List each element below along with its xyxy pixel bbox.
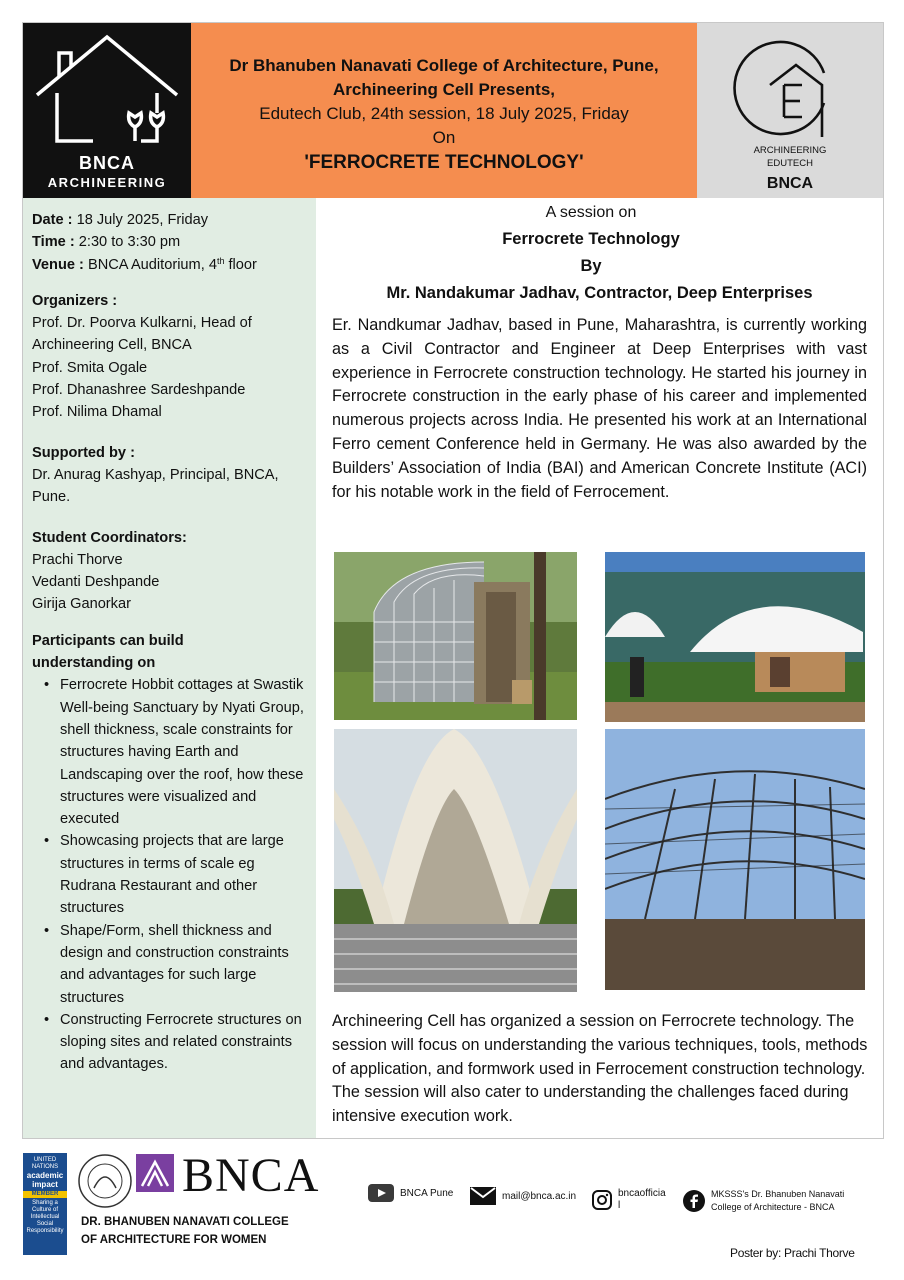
instagram-label-1: bncaofficia: [618, 1188, 666, 1199]
bnca-mark-icon: [136, 1154, 174, 1192]
list-item: • Showcasing projects that are large structures in terms of scale eg Rudrana Restaurant and other structures: [50, 830, 307, 919]
participants-heading: Participants can build understanding on: [32, 632, 184, 672]
time-line: [32, 231, 307, 253]
logo-text-bnca-right: BNCA: [766, 175, 814, 192]
header-presents: Archineering Cell Presents,: [332, 80, 556, 99]
header-on: On: [432, 128, 456, 147]
email-label: mail@bnca.ac.in: [502, 1190, 577, 1202]
speaker-bio: Er. Nandkumar Jadhav, based in Pune, Maharashtra, is currently working as a Civil Contractor and Engineer at Deep Enterprises with vast experience in Ferrocrete construction technology. He started his journey in Ferrocrete construction in the early phase of his career and implemented numerous projects across India. He presented his work at an International Ferro cement Conference held in Germany. He was also awarded by the Builders’ Association of India (BAI) and American Concrete Institute (ACI) for his notable work in the field of Ferrocement.: [332, 316, 867, 501]
time-value: 2:30 to 3:30 pm: [74, 234, 181, 251]
coordinators-heading: Student Coordinators:: [32, 529, 187, 546]
instagram-link[interactable]: [592, 1188, 666, 1212]
venue-label: Venue :: [32, 256, 84, 273]
session-topic: Ferrocrete Technology: [502, 230, 680, 248]
college-name-line1: DR. BHANUBEN NANAVATI COLLEGE: [81, 1216, 289, 1228]
coordinator-item: Prachi Thorve: [32, 551, 123, 568]
organizer-item: Prof. Smita Ogale: [32, 359, 148, 376]
details-sidebar: [23, 198, 316, 1138]
bnca-wordmark: BNCA: [182, 1149, 320, 1202]
photo-mesh-hut: [334, 552, 577, 720]
un-line4: Sharing a Culture of Intellectual Social Responsibility: [26, 1200, 64, 1234]
youtube-label: BNCA Pune: [400, 1187, 454, 1199]
participants-list: [32, 674, 307, 1075]
session-intro: A session on: [545, 204, 637, 221]
un-line3: MEMBER: [23, 1191, 67, 1198]
instagram-icon: [592, 1190, 612, 1210]
organizer-item: Prof. Dhanashree Sardeshpande: [32, 382, 246, 399]
organizer-item: Prof. Nilima Dhamal: [32, 404, 162, 421]
venue-line: [32, 254, 307, 276]
header-session-info: Edutech Club, 24th session, 18 July 2025, Friday: [259, 104, 629, 123]
header-college: Dr Bhanuben Nanavati College of Architecture, Pune,: [229, 56, 659, 75]
session-by: By: [580, 257, 602, 275]
facebook-label-1: MKSSS's Dr. Bhanuben Nanavati: [711, 1189, 845, 1199]
un-academic-impact-badge: [23, 1153, 67, 1255]
speaker-name: Mr. Nandakumar Jadhav, Contractor, Deep Enterprises: [386, 284, 813, 302]
session-content: [316, 198, 883, 1138]
mail-icon: [470, 1187, 496, 1205]
college-name-line2: OF ARCHITECTURE FOR WOMEN: [81, 1234, 267, 1246]
college-seal-icon: [76, 1152, 134, 1210]
youtube-link[interactable]: [368, 1184, 453, 1202]
logo-text-archineering: ARCHINEERING: [47, 175, 167, 190]
venue-value: BNCA Auditorium, 4: [83, 256, 217, 273]
un-line1: UNITED NATIONS: [31, 1157, 59, 1170]
facebook-link[interactable]: [683, 1188, 844, 1214]
session-description: Archineering Cell has organized a session on Ferrocrete technology. The session will focus on understanding the various techniques, tools, methods of application, and formwork used in Ferrocement construction technology. The session will also cater to understanding the challenges faced during intensive execution work.: [332, 1012, 868, 1126]
time-label: Time :: [32, 234, 75, 251]
house-e-icon: [732, 33, 848, 145]
venue-sup: th: [216, 255, 225, 266]
photo-mesh-framework: [605, 729, 865, 990]
supported-heading: Supported by :: [32, 444, 135, 461]
logo-text-bnca: BNCA: [79, 153, 135, 173]
footer: [0, 1140, 904, 1280]
header-topic: 'FERROCRETE TECHNOLOGY': [304, 152, 584, 173]
photo-concrete-shell: [334, 729, 577, 992]
venue-tail: floor: [224, 256, 257, 273]
date-line: [32, 209, 307, 231]
poster-credit: Poster by: Prachi Thorve: [730, 1246, 855, 1260]
list-item: • Constructing Ferrocrete structures on sloping sites and related constraints and advantages.: [50, 1009, 307, 1076]
organizer-item: Prof. Dr. Poorva Kulkarni, Head of Archineering Cell, BNCA: [32, 315, 252, 354]
logo-text-archineering-right: ARCHINEERING: [753, 145, 827, 156]
house-wrench-icon: [23, 23, 191, 153]
supported-text: Dr. Anurag Kashyap, Principal, BNCA, Pune.: [32, 466, 279, 506]
facebook-label-2: College of Architecture - BNCA: [711, 1202, 835, 1212]
bnca-archineering-logo: [23, 23, 191, 198]
youtube-icon: [368, 1184, 394, 1202]
list-item: • Shape/Form, shell thickness and design and construction constraints and advantages for such large structures: [50, 920, 307, 1009]
photo-shell-cottages: [605, 552, 865, 722]
archineering-edutech-logo: [697, 23, 883, 198]
instagram-label-2: l: [618, 1200, 621, 1211]
organizers-heading: Organizers :: [32, 292, 118, 309]
list-item: • Ferrocrete Hobbit cottages at Swastik Well-being Sanctuary by Nyati Group, shell thickness, scale constraints for structures having Earth and Landscaping over the roof, how these structures were visualized and executed: [50, 674, 307, 830]
facebook-icon: [683, 1190, 705, 1212]
date-value: 18 July 2025, Friday: [72, 212, 209, 228]
logo-text-edutech: EDUTECH: [767, 158, 813, 169]
un-line2: academic impact: [26, 1171, 64, 1189]
date-label: Date :: [32, 212, 73, 228]
coordinator-item: Vedanti Deshpande: [32, 574, 160, 591]
email-link[interactable]: [470, 1187, 576, 1205]
coordinator-item: Girija Ganorkar: [32, 596, 131, 613]
header-banner: [191, 23, 697, 198]
